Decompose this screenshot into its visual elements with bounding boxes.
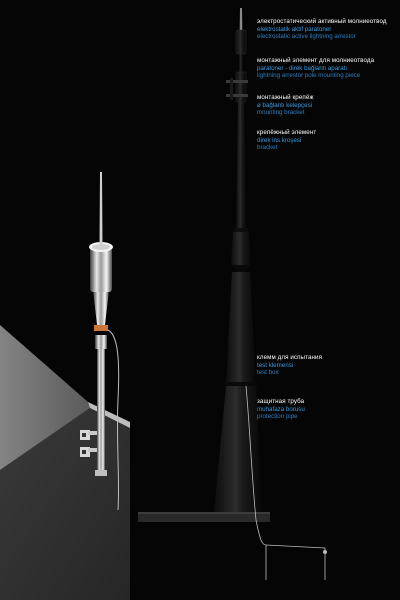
label-en: electrostatic active lightning arrestor <box>257 33 356 41</box>
label-ru: крепёжный элемент <box>257 129 317 136</box>
label-tr: paratoner - direk bağlantı aparatı <box>257 64 348 72</box>
label-ru: монтажный крепёж <box>257 94 314 101</box>
label-mounting-bracket <box>257 94 397 117</box>
label-tr: test klemensi <box>257 361 294 369</box>
label-en: lightning arrestor pole mounting piece <box>257 72 361 80</box>
label-ru: электростатический активный молниеотвод <box>257 18 387 25</box>
label-en: test box <box>257 369 279 377</box>
label-ru: защитная труба <box>257 398 305 405</box>
label-active-lightning-arrestor <box>257 18 397 41</box>
label-en: protection pipe <box>257 413 298 421</box>
label-ru: монтажный элемент для молниеотвода <box>257 57 375 64</box>
label-tr: elektrostatik aktif paratoner <box>257 25 332 33</box>
label-tr: direk ins kroşesi <box>257 136 302 144</box>
label-pole-mounting-piece <box>257 57 397 80</box>
label-en: mounting bracket <box>257 109 305 117</box>
label-test-box <box>257 354 397 377</box>
building-wall <box>0 325 130 600</box>
label-protection-pipe <box>257 398 397 421</box>
label-en: bracket <box>257 144 278 152</box>
label-ru: клемм для испытания <box>257 354 323 361</box>
label-bracket <box>257 129 397 152</box>
label-tr: muhafaza borusu <box>257 405 305 413</box>
label-tr: ø bağlantı kelepçesi <box>257 101 313 109</box>
